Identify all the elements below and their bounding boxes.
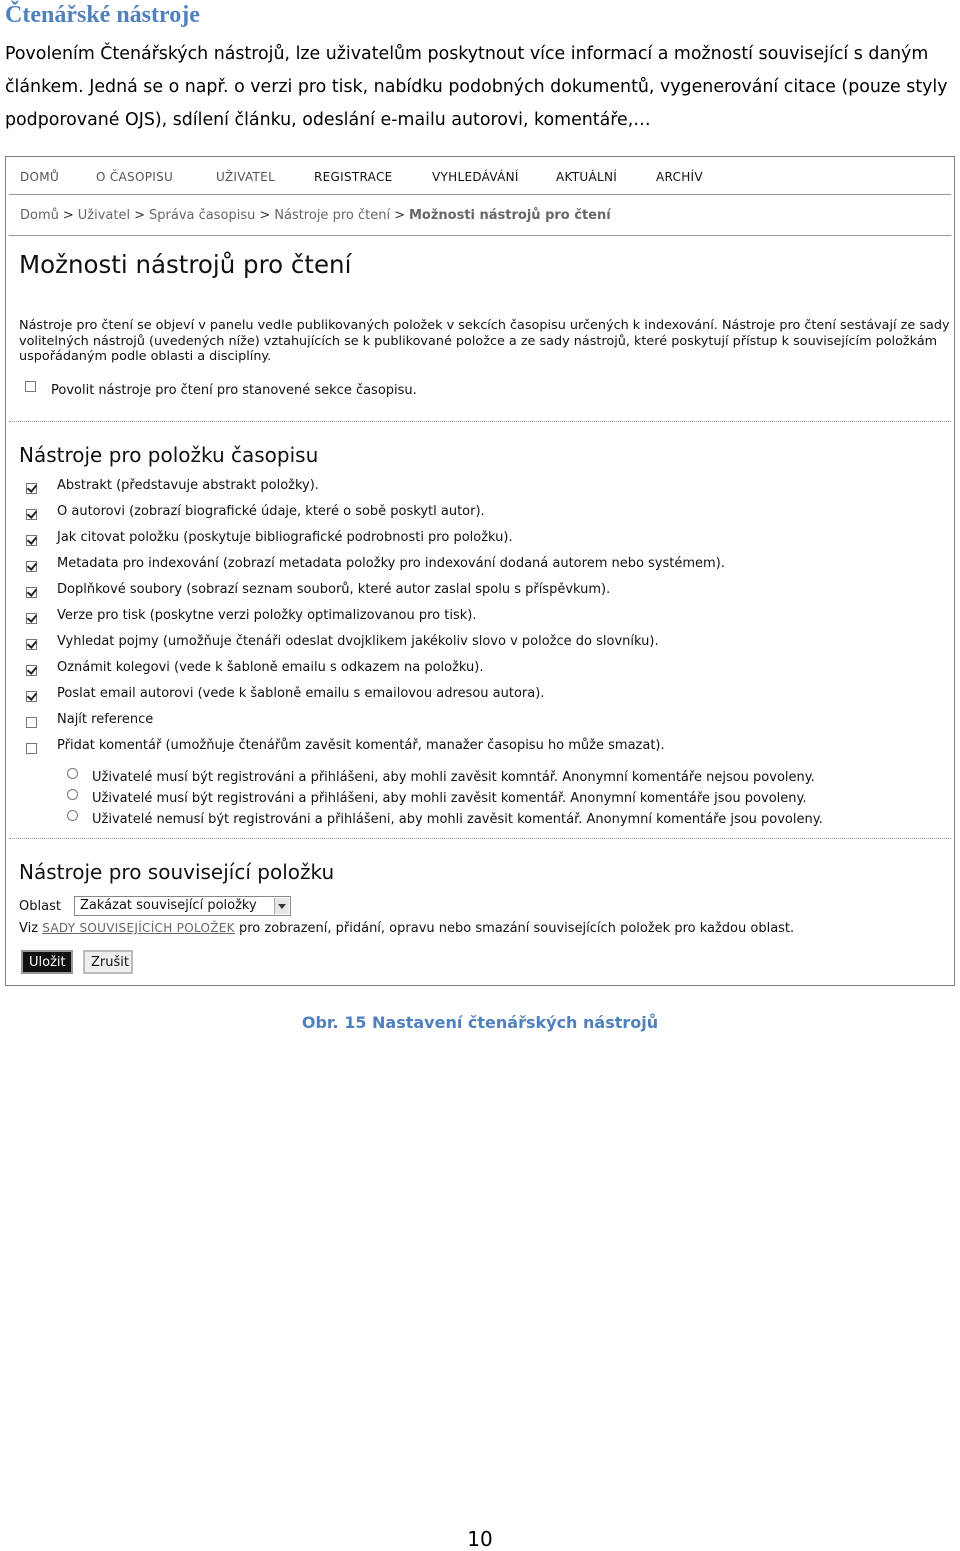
tool-print-version-label: Verze pro tisk (poskytne verzi položky optimalizovanou pro tisk). xyxy=(57,608,477,623)
comment-option-unregistered-anonymous-radio[interactable] xyxy=(67,810,78,821)
tool-email-author-checkbox[interactable] xyxy=(26,691,37,702)
tool-metadata-label: Metadata pro indexování (zobrazí metadata položky pro indexování dodaná autorem nebo systémem). xyxy=(57,556,725,571)
tool-about-author-label: O autorovi (zobrazí biografické údaje, které o sobě poskytl autor). xyxy=(57,504,485,519)
tool-how-to-cite-checkbox[interactable] xyxy=(26,535,37,546)
save-button[interactable]: Uložit xyxy=(21,950,73,974)
tool-supplementary-files-label: Doplňkové soubory (sobrazí seznam souborů, které autor zaslal spolu s příspěvkum). xyxy=(57,582,611,597)
area-select-value: Zakázat související položky xyxy=(80,898,257,913)
breadcrumb-current[interactable]: Možnosti nástrojů pro čtení xyxy=(408,208,611,223)
nav-home[interactable]: DOMŮ xyxy=(20,170,60,184)
enable-reading-tools-label: Povolit nástroje pro čtení pro stanovené sekce časopisu. xyxy=(51,383,417,398)
tool-lookup-terms-label: Vyhledat pojmy (umožňuje čtenáři odeslat dvojklikem jakékoliv slovo v položce do slovníku). xyxy=(57,634,659,649)
related-items-note xyxy=(19,921,794,936)
tool-lookup-terms-checkbox[interactable] xyxy=(26,639,37,650)
nav-about[interactable]: O ČASOPISU xyxy=(96,170,174,184)
tool-add-comment-label: Přidat komentář (umožňuje čtenářům zavěsit komentář, manažer časopisu ho může smazat). xyxy=(57,738,665,753)
related-items-note-prefix: Viz xyxy=(19,921,39,936)
breadcrumb xyxy=(9,195,951,236)
top-navigation xyxy=(9,160,951,195)
document-heading: Čtenářské nástroje xyxy=(5,2,200,28)
nav-register[interactable]: REGISTRACE xyxy=(314,170,393,184)
comment-option-registered-anonymous-radio[interactable] xyxy=(67,789,78,800)
breadcrumb-journal-management[interactable]: Správa časopisu xyxy=(149,208,256,223)
nav-search[interactable]: VYHLEDÁVÁNÍ xyxy=(432,170,519,184)
area-label: Oblast xyxy=(19,899,61,914)
breadcrumb-user[interactable]: Uživatel xyxy=(77,208,131,223)
comment-option-unregistered-anonymous-label: Uživatelé nemusí být registrováni a přihlášeni, aby mohli zavěsit komentář. Anonymní komentáře jsou povoleny. xyxy=(92,812,823,827)
item-tools-title: Nástroje pro položku časopisu xyxy=(19,443,319,467)
tool-metadata-checkbox[interactable] xyxy=(26,561,37,572)
related-item-sets-link[interactable]: SADY SOUVISEJÍCÍCH POLOŽEK xyxy=(42,921,235,935)
document-intro: Povolením Čtenářských nástrojů, lze uživatelům poskytnout více informací a možností související s daným článkem. Jedná se o např. o verzi pro tisk, nabídku podobných dokumentů, vygenerování citace (pouze styly podporované OJS), sdílení článku, odeslání e-mailu autorovi, komentáře,… xyxy=(5,44,948,130)
breadcrumb-home[interactable]: Domů xyxy=(20,208,59,223)
tool-notify-colleague-label: Oznámit kolegovi (vede k šabloně emailu s odkazem na položku). xyxy=(57,660,484,675)
breadcrumb-separator: > xyxy=(134,208,146,223)
tool-abstract-label: Abstrakt (představuje abstrakt položky). xyxy=(57,478,319,493)
tool-how-to-cite-label: Jak citovat položku (poskytuje bibliografické podrobnosti pro položku). xyxy=(57,530,513,545)
page-title: Možnosti nástrojů pro čtení xyxy=(19,250,352,279)
tool-print-version-checkbox[interactable] xyxy=(26,613,37,624)
related-tools-title: Nástroje pro související položku xyxy=(19,860,335,884)
tool-email-author-label: Poslat email autorovi (vede k šabloně emailu s emailovou adresou autora). xyxy=(57,686,545,701)
tool-about-author-checkbox[interactable] xyxy=(26,509,37,520)
tool-supplementary-files-checkbox[interactable] xyxy=(26,587,37,598)
comment-option-registered-no-anonymous-label: Uživatelé musí být registrováni a přihlášeni, aby mohli zavěsit komntář. Anonymní komentáře nejsou povoleny. xyxy=(92,770,815,785)
nav-user[interactable]: UŽIVATEL xyxy=(216,170,276,184)
breadcrumb-separator: > xyxy=(394,208,405,223)
section-divider xyxy=(9,421,951,422)
breadcrumb-reading-tools[interactable]: Nástroje pro čtení xyxy=(274,208,391,223)
cancel-button[interactable]: Zrušit xyxy=(83,950,133,974)
enable-reading-tools-checkbox[interactable] xyxy=(25,381,36,392)
page-number: 10 xyxy=(467,1527,493,1551)
tool-find-references-checkbox[interactable] xyxy=(26,717,37,728)
related-items-note-suffix: pro zobrazení, přidání, opravu nebo smazání souvisejících položek pro každou oblast. xyxy=(238,921,795,936)
comment-option-registered-no-anonymous-radio[interactable] xyxy=(67,768,78,779)
breadcrumb-separator: > xyxy=(62,208,74,223)
section-divider xyxy=(9,838,951,839)
reading-tools-description: Nástroje pro čtení se objeví v panelu vedle publikovaných položek v sekcích časopisu určených k indexování. Nástroje pro čtení sestávají ze sady volitelných nástrojů (uvedených níže) vztahujících se k publikované položce a ze sady nástrojů, které poskytují přístup k souvisejícím položkám uspořádaným podle oblasti a disciplíny. xyxy=(19,318,950,364)
tool-abstract-checkbox[interactable] xyxy=(26,483,37,494)
tool-find-references-label: Najít reference xyxy=(57,712,154,727)
figure-caption: Obr. 15 Nastavení čtenářských nástrojů xyxy=(301,1013,659,1032)
breadcrumb-separator: > xyxy=(259,208,271,223)
nav-archive[interactable]: ARCHÍV xyxy=(656,170,703,184)
ojs-screenshot xyxy=(5,156,955,986)
tool-notify-colleague-checkbox[interactable] xyxy=(26,665,37,676)
nav-current[interactable]: AKTUÁLNÍ xyxy=(556,170,618,184)
tool-add-comment-checkbox[interactable] xyxy=(26,743,37,754)
chevron-down-icon xyxy=(274,898,289,914)
comment-option-registered-anonymous-label: Uživatelé musí být registrováni a přihlášeni, aby mohli zavěsit komentář. Anonymní komentáře jsou povoleny. xyxy=(92,791,807,806)
area-select[interactable] xyxy=(74,896,291,916)
